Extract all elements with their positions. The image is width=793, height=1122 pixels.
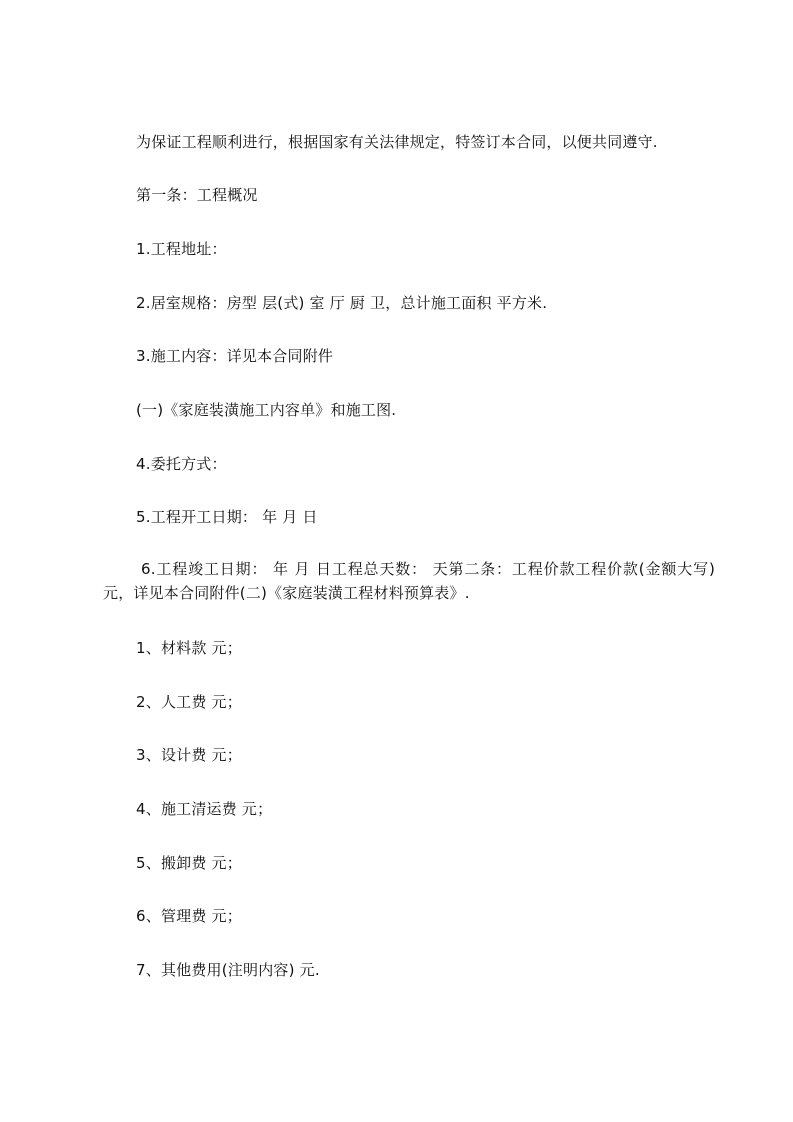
cost-item-design: 3、设计费 元； bbox=[136, 746, 242, 764]
item-project-address: 1.工程地址： bbox=[136, 240, 227, 258]
cost-item-cleanup: 4、施工清运费 元； bbox=[136, 800, 273, 818]
intro-paragraph: 为保证工程顺利进行，根据国家有关法律规定，特签订本合同，以便共同遵守. bbox=[136, 133, 658, 151]
cost-item-other: 7、其他费用(注明内容) 元. bbox=[136, 961, 320, 979]
article-1-title: 第一条：工程概况 bbox=[136, 186, 258, 204]
cost-item-management: 6、管理费 元； bbox=[136, 907, 242, 925]
item-start-date: 5.工程开工日期： 年 月 日 bbox=[136, 508, 318, 526]
item-commission-method: 4.委托方式： bbox=[136, 455, 227, 473]
attachment-1-line: (一)《家庭装潢施工内容单》和施工图. bbox=[136, 401, 397, 419]
cost-item-handling: 5、搬卸费 元； bbox=[136, 854, 242, 872]
item-room-spec: 2.居室规格：房型 层(式) 室 厅 厨 卫，总计施工面积 平方米. bbox=[136, 294, 548, 312]
item-completion-and-price-paragraph: 6.工程竣工日期： 年 月 日工程总天数： 天第二条：工程价款工程价款(金额大写) 元，详见本合同附件(二)《家庭装潢工程材料预算表》. bbox=[103, 560, 715, 602]
item-construction-content: 3.施工内容：详见本合同附件 bbox=[136, 347, 334, 365]
cost-item-materials: 1、材料款 元； bbox=[136, 639, 242, 657]
cost-item-labor: 2、人工费 元； bbox=[136, 693, 242, 711]
